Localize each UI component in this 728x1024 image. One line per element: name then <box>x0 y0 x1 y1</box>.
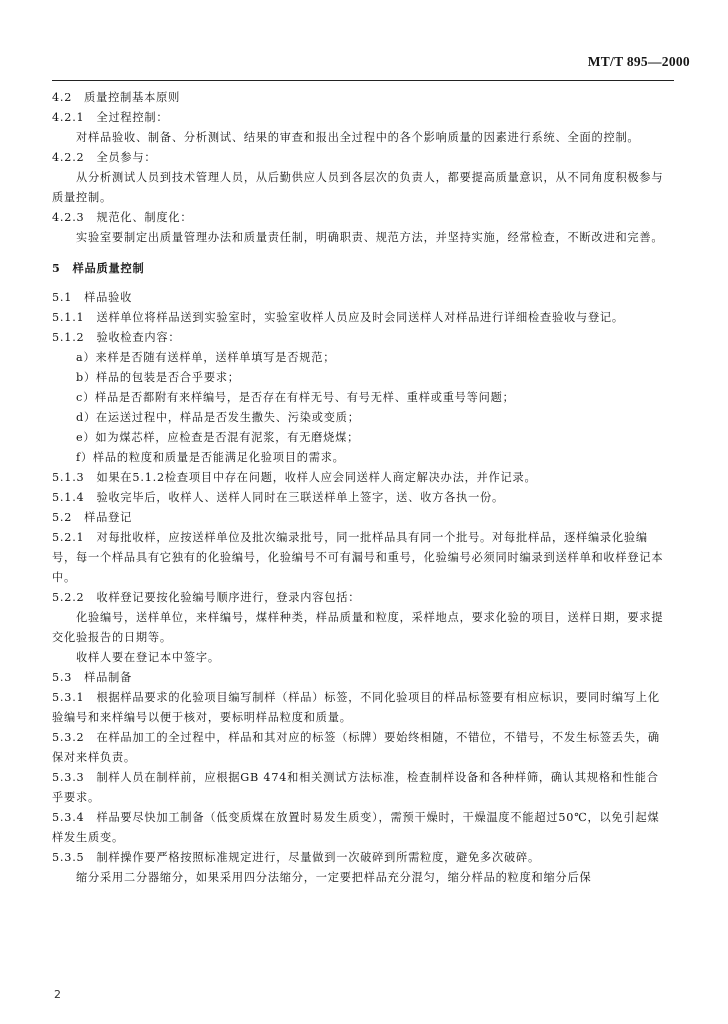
clause-heading: 5.1.4 验收完毕后，收样人、送样人同时在三联送样单上签字，送、收方各执一份。 <box>52 491 505 504</box>
list-item: b）样品的包装是否合乎要求； <box>76 371 240 384</box>
section-heading: 5 样品质量控制 <box>52 261 145 275</box>
body-paragraph: 缩分采用二分器缩分，如果采用四分法缩分，一定要把样品充分混匀，缩分样品的粒度和缩分后保 <box>76 871 592 884</box>
clause-heading: 5.1.2 验收检查内容： <box>52 331 181 344</box>
body-paragraph: 化验编号，送样单位，来样编号，煤样种类，样品质量和粒度，采样地点，要求化验的项目，送样日期，要求提交化验报告的日期等。 <box>52 611 664 644</box>
clause-heading: 5.3 样品制备 <box>52 671 133 684</box>
clause-heading: 5.1.3 如果在5.1.2检查项目中存在问题，收样人应会同送样人商定解决办法，并作记录。 <box>52 471 537 484</box>
clause-heading: 4.2.2 全员参与： <box>52 151 157 164</box>
clause-heading: 5.3.4 样品要尽快加工制备（低变质煤在放置时易发生质变），需预干燥时，干燥温度不能超过50℃，以免引起煤样发生质变。 <box>52 811 660 844</box>
clause-heading: 5.3.3 制样人员在制样前，应根据GB 474和相关测试方法标准，检查制样设备和各种样筛，确认其规格和性能合乎要求。 <box>52 771 659 804</box>
clause-heading: 5.1.1 送样单位将样品送到实验室时，实验室收样人员应及时会同送样人对样品进行详细检查验收与登记。 <box>52 311 624 324</box>
clause-heading: 5.3.5 制样操作要严格按照标准规定进行，尽量做到一次破碎到所需粒度，避免多次破碎。 <box>52 851 540 864</box>
clause-heading: 5.2.1 对每批收样，应按送样单位及批次编录批号，同一批样品具有同一个批号。对每批样品，逐样编录化验编号，每一个样品具有它独有的化验编号，化验编号不可有漏号和重号，化验编号必须同时编录到送样单和收样登记本中。 <box>52 531 664 584</box>
body-paragraph: 实验室要制定出质量管理办法和质量责任制，明确职责、规范方法，并坚持实施，经常检查，不断改进和完善。 <box>76 231 664 244</box>
section-spacer <box>52 278 670 288</box>
section-spacer <box>52 248 670 258</box>
page-number: 2 <box>54 988 61 1001</box>
list-item: d）在运送过程中，样品是否发生撒失、污染或变质； <box>76 411 360 424</box>
body-paragraph: 对样品验收、制备、分析测试、结果的审查和报出全过程中的各个影响质量的因素进行系统、全面的控制。 <box>76 131 640 144</box>
clause-heading: 5.1 样品验收 <box>52 291 133 304</box>
list-item: a）来样是否随有送样单，送样单填写是否规范； <box>76 351 336 364</box>
clause-heading: 5.3.2 在样品加工的全过程中，样品和其对应的标签（标牌）要始终相随，不错位，不错号，不发生标签丢失，确保对来样负责。 <box>52 731 660 764</box>
clause-heading: 4.2.1 全过程控制： <box>52 111 169 124</box>
clause-heading: 4.2.3 规范化、制度化： <box>52 211 193 224</box>
document-header-id: MT/T 895—2000 <box>587 54 690 69</box>
list-item: c）样品是否都附有来样编号，是否存在有样无号、有号无样、重样或重号等问题； <box>76 391 515 404</box>
document-body <box>52 88 670 888</box>
header-rule <box>52 80 674 81</box>
body-paragraph: 收样人要在登记本中签字。 <box>76 651 220 664</box>
body-paragraph: 从分析测试人员到技术管理人员，从后勤供应人员到各层次的负责人，都要提高质量意识，从不同角度积极参与质量控制。 <box>52 171 664 204</box>
clause-heading: 5.3.1 根据样品要求的化验项目编写制样（样品）标签，不同化验项目的样品标签要有相应标识，要同时编写上化验编号和来样编号以便于核对，要标明样品粒度和质量。 <box>52 691 660 724</box>
clause-heading: 5.2 样品登记 <box>52 511 133 524</box>
clause-heading: 5.2.2 收样登记要按化验编号顺序进行，登录内容包括： <box>52 591 361 604</box>
list-item: f）样品的粒度和质量是否能满足化验项目的需求。 <box>76 451 345 464</box>
list-item: e）如为煤芯样，应检查是否混有泥浆，有无磨烧煤； <box>76 431 360 444</box>
clause-heading: 4.2 质量控制基本原则 <box>52 91 181 104</box>
